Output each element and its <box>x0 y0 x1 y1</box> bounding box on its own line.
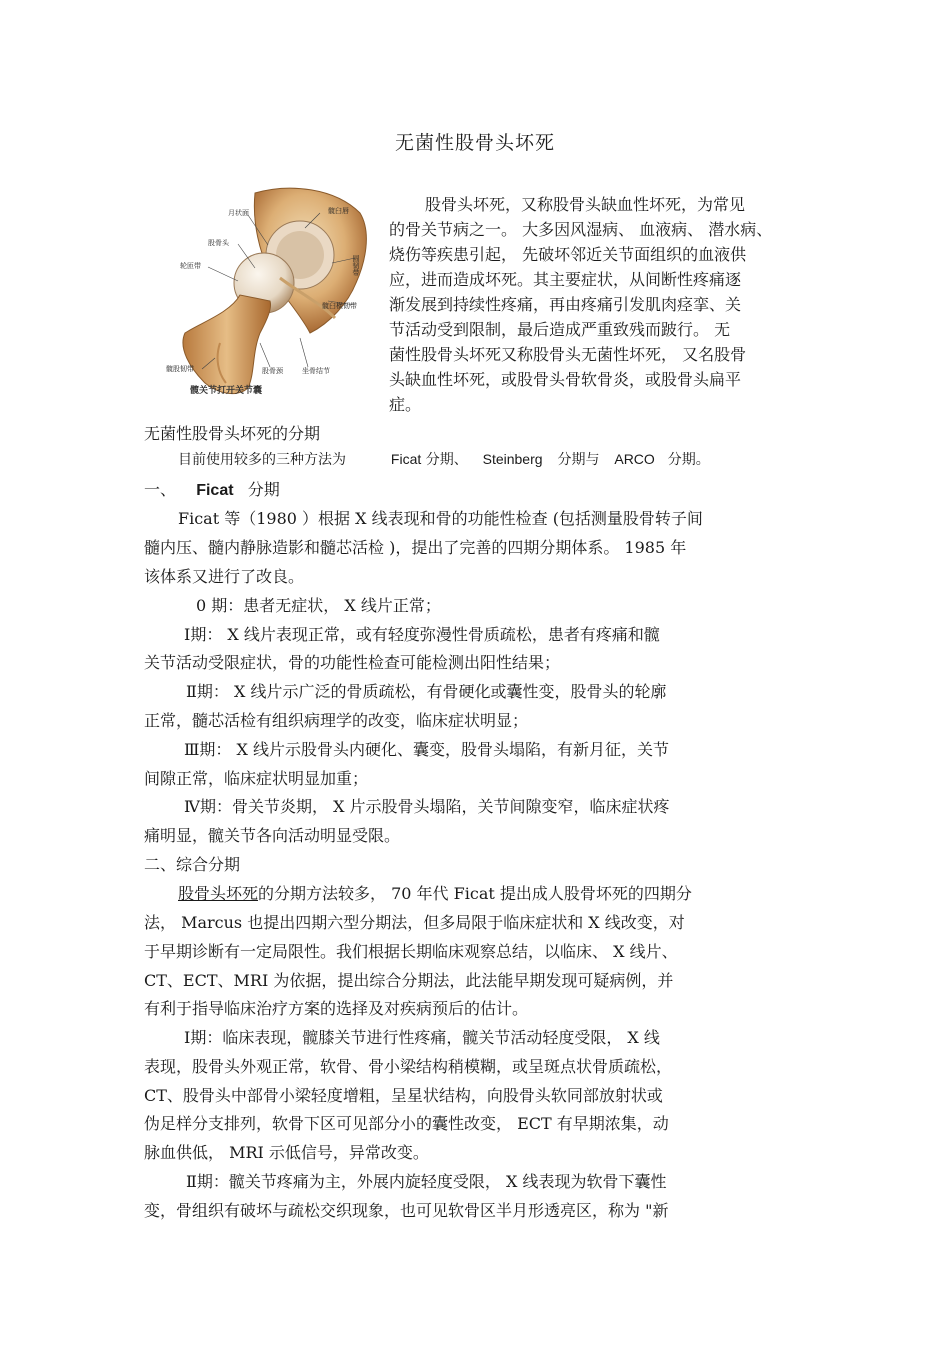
comp-stage1-line: CT、股骨头中部骨小梁轻度增粗，呈星状结构，向股骨头软同部放射状或 <box>144 1086 663 1105</box>
methods-line <box>178 449 710 469</box>
ficat-para-line: 髓内压、髓内静脉造影和髓芯活检 )，提出了完善的四期分期体系。 1985 年 <box>144 538 687 557</box>
hip-joint-illustration <box>160 183 378 405</box>
document-title: 无菌性股骨头坏死 <box>394 132 555 154</box>
intro-line: 应，进而造成坏死。其主要症状，从间断性疼痛逐 <box>389 270 742 289</box>
hip-joint-figure <box>160 183 378 405</box>
comp-stage2-line: 变，骨组织有破坏与疏松交织现象，也可见软骨区半月形透亮区，称为 "新 <box>144 1201 669 1220</box>
label-round-ligament: 圆韧带 <box>352 255 360 276</box>
intro-line: 头缺血性坏死，或股骨头骨软骨炎，或股骨头扁平 <box>389 370 742 389</box>
comp-stage1-line: 脉血供低， MRI 示低信号，异常改变。 <box>144 1143 429 1162</box>
ficat-para-line: Ficat 等（1980 ）根据 X 线表现和骨的功能性检查 (包括测量股骨转子间 <box>178 509 703 528</box>
comp-para-line <box>178 881 692 904</box>
label-acetabular-labrum: 髋臼唇 <box>328 207 349 215</box>
comp-para-line: 法， Marcus 也提出四期六型分期法，但多局限于临床症状和 X 线改变，对 <box>144 913 685 932</box>
stage-line: Ⅱ期： X 线片示广泛的骨质疏松，有骨硬化或囊性变，股骨头的轮廓 <box>186 682 667 701</box>
intro-paragraph <box>389 192 809 417</box>
heading-comprehensive: 二、综合分期 <box>144 855 241 874</box>
comp-para-text: 的分期方法较多， 70 年代 Ficat 提出成人股骨坏死的四期分 <box>258 884 692 903</box>
figure-caption: 髋关节打开关节囊 <box>190 386 263 396</box>
methods-text: 分期。 <box>667 452 710 468</box>
stage-line: Ⅳ期：骨关节炎期， X 片示股骨头塌陷，关节间隙变窄，临床症状疼 <box>184 797 670 816</box>
label-femoral-head: 股骨头 <box>208 239 229 247</box>
methods-ficat: Ficat <box>390 451 422 467</box>
comp-stage1-line: Ⅰ期：临床表现，髋膝关节进行性疼痛，髋关节活动轻度受限， X 线 <box>184 1028 660 1047</box>
comp-stage2-line: Ⅱ期：髋关节疼痛为主，外展内旋轻度受限， X 线表现为软骨下囊性 <box>186 1172 667 1191</box>
section-title: 无菌性股骨头坏死的分期 <box>144 424 321 443</box>
link-femoral-head-necrosis[interactable]: 股骨头坏死 <box>178 884 259 903</box>
comp-stage1-line: 表现，股骨头外观正常，软骨、骨小梁结构稍模糊，或呈斑点状骨质疏松， <box>144 1057 673 1076</box>
label-femoral-neck: 股骨颈 <box>262 367 283 375</box>
label-zona-orbicularis: 轮匝带 <box>180 262 201 270</box>
stage-line: 正常，髓芯活检有组织病理学的改变，临床症状明显； <box>144 711 529 730</box>
stage-line: 间隙正常，临床症状明显加重； <box>144 769 369 788</box>
ficat-para-line: 该体系又进行了改良。 <box>144 567 305 586</box>
stage-line: 关节活动受限症状，骨的功能性检查可能检测出阳性结果； <box>144 653 561 672</box>
stage-line: Ⅰ期： X 线片表现正常，或有轻度弥漫性骨质疏松，患者有疼痛和髋 <box>184 625 660 644</box>
methods-steinberg: Steinberg <box>482 451 543 467</box>
methods-text: 分期与 <box>557 452 600 468</box>
intro-line: 节活动受到限制，最后造成严重致残而跛行。 无 <box>389 320 731 339</box>
stage-line: Ⅲ期： X 线片示股骨头内硬化、囊变，股骨头塌陷，有新月征，关节 <box>184 740 669 759</box>
stage-line: 0 期：患者无症状， X 线片正常； <box>196 596 441 615</box>
intro-line: 菌性股骨头坏死又称股骨头无菌性坏死， 又名股骨 <box>389 345 747 364</box>
intro-line: 渐发展到持续性疼痛，再由疼痛引发肌肉痉挛、关 <box>389 295 742 314</box>
label-transverse-ligament: 髋臼横韧带 <box>322 302 357 310</box>
comp-stage1-line: 伪足样分支排列，软骨下区可见部分小的囊性改变， ECT 有早期浓集，动 <box>144 1114 669 1133</box>
heading-name: Ficat <box>196 482 234 499</box>
label-ischial-tuberosity: 坐骨结节 <box>302 367 330 375</box>
comp-para-line: CT、ECT、MRI 为依据，提出综合分期法，此法能早期发现可疑病例，并 <box>144 971 674 990</box>
intro-line: 症。 <box>389 395 422 414</box>
methods-text: 分期、 <box>425 452 468 468</box>
heading-number: 一、 <box>144 480 177 499</box>
comp-para-line: 于早期诊断有一定局限性。我们根据长期临床观察总结，以临床、 X 线片、 <box>144 942 678 961</box>
methods-prefix: 目前使用较多的三种方法为 <box>178 452 346 468</box>
label-lunate-surface: 月状面 <box>228 209 249 217</box>
methods-arco: ARCO <box>614 451 655 467</box>
intro-line: 烧伤等疾患引起， 先破坏邻近关节面组织的血液供 <box>389 245 747 264</box>
heading-suffix: 分期 <box>247 480 280 499</box>
heading-ficat <box>144 477 280 500</box>
intro-line: 的骨关节病之一。 大多因风湿病、 血液病、 潜水病、 <box>389 220 773 239</box>
stage-line: 痛明显，髋关节各向活动明显受限。 <box>144 826 401 845</box>
label-iliofemoral-ligament: 髋股韧带 <box>166 365 194 373</box>
comp-para-line: 有利于指导临床治疗方案的选择及对疾病预后的估计。 <box>144 999 529 1018</box>
intro-line: 股骨头坏死，又称股骨头缺血性坏死，为常见 <box>425 195 746 214</box>
